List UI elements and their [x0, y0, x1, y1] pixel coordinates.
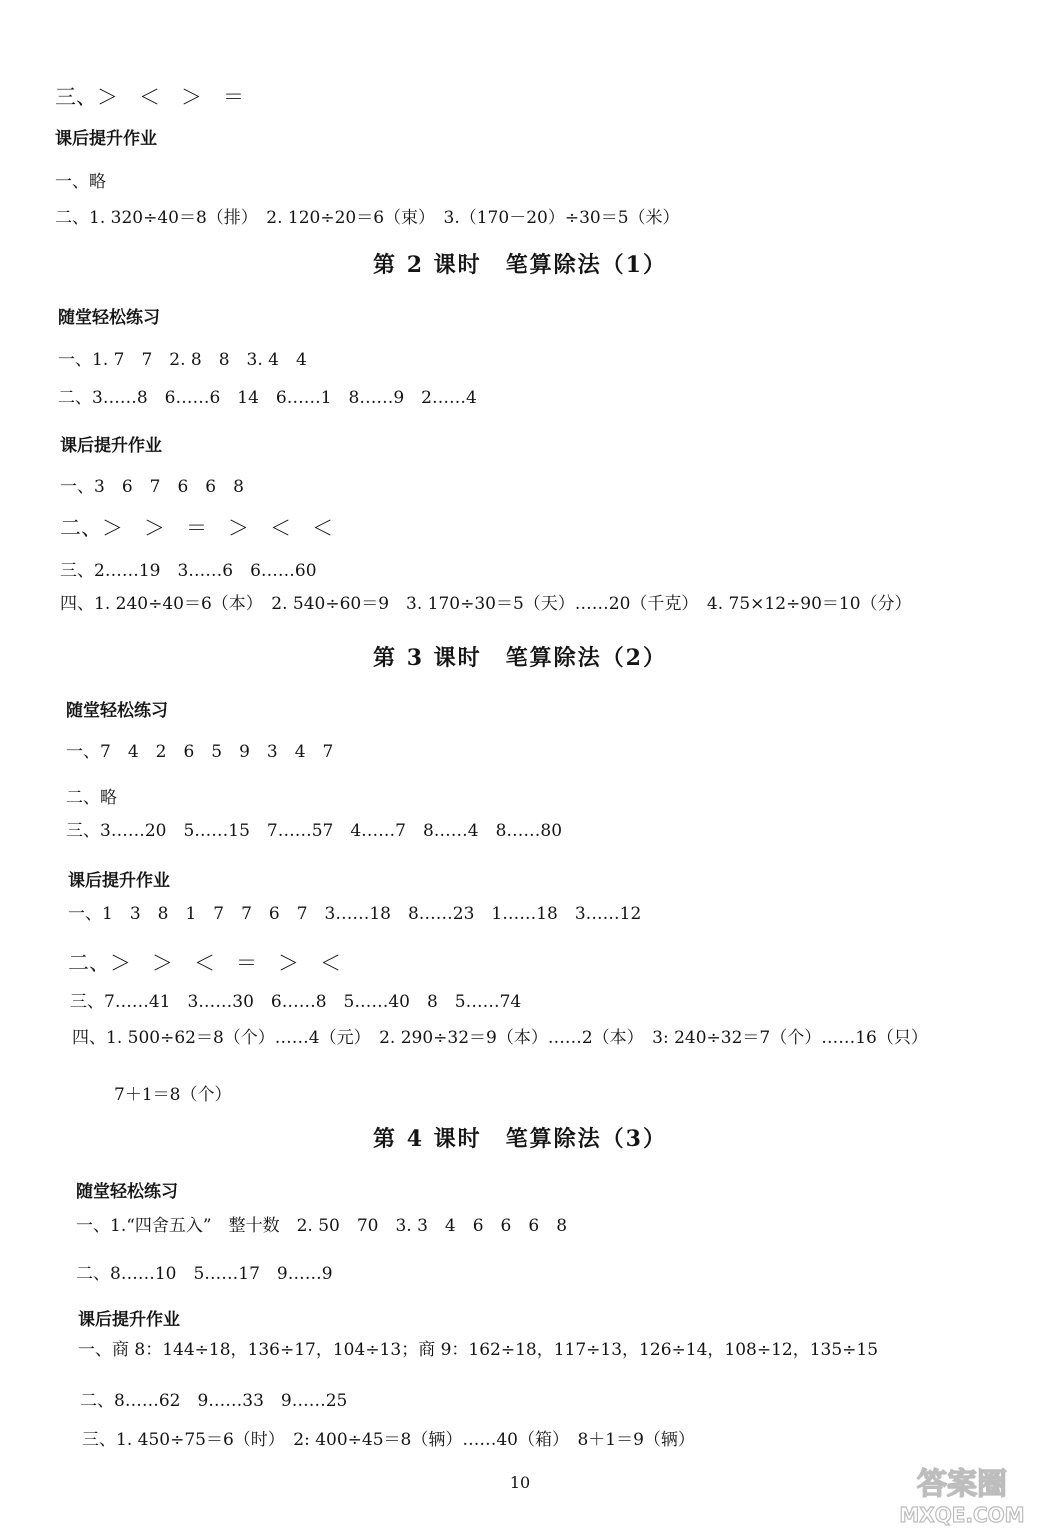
answer-line: 三、3……20 5……15 7……57 4……7 8……4 8……80	[66, 821, 563, 841]
section-heading: 课后提升作业	[68, 871, 170, 891]
lesson-title: 第 4 课时 笔算除法（3）	[373, 1126, 667, 1152]
answer-line: 7＋1＝8（个）	[114, 1085, 232, 1105]
answer-line: 一、1. 7 7 2. 8 8 3. 4 4	[58, 350, 307, 370]
section-heading: 随堂轻松练习	[58, 308, 160, 328]
answer-line: 二、＞ ＞ ＝ ＞ ＜ ＜	[60, 516, 333, 540]
answer-line: 三、＞ ＜ ＞ ＝	[55, 85, 244, 109]
section-heading: 课后提升作业	[60, 436, 162, 456]
section-heading: 随堂轻松练习	[76, 1182, 178, 1202]
answer-line: 二、＞ ＞ ＜ ＝ ＞ ＜	[68, 951, 341, 975]
section-heading: 课后提升作业	[55, 129, 157, 149]
answer-line: 四、1. 500÷62＝8（个）……4（元） 2. 290÷32＝9（本）……2（本） 3: 240÷32＝7（个）……16（只）	[72, 1028, 928, 1048]
watermark-logo-icon	[892, 1460, 1032, 1530]
answer-line: 三、1. 450÷75＝6（时） 2: 400÷45＝8（辆）……40（箱） 8＋1＝9（辆）	[82, 1430, 695, 1450]
answer-line: 一、3 6 7 6 6 8	[60, 477, 244, 497]
lesson-title: 第 3 课时 笔算除法（2）	[373, 645, 667, 671]
section-heading: 随堂轻松练习	[66, 701, 168, 721]
page-number: 10	[509, 1473, 531, 1492]
watermark-text: 答案圈	[917, 1467, 1007, 1502]
answer-line: 一、7 4 2 6 5 9 3 4 7	[66, 742, 334, 762]
answer-line: 二、略	[66, 788, 117, 808]
section-heading: 课后提升作业	[78, 1310, 180, 1330]
answer-line: 一、略	[55, 172, 106, 192]
answer-line: 四、1. 240÷40＝6（本） 2. 540÷60＝9 3. 170÷30＝5（天）……20（千克） 4. 75×12÷90＝10（分）	[60, 594, 912, 614]
answer-line: 二、1. 320÷40＝8（排） 2. 120÷20＝6（束） 3.（170－20）÷30＝5（米）	[55, 208, 680, 228]
watermark-url: MXQE.COM	[899, 1503, 1025, 1527]
answer-line: 三、7……41 3……30 6……8 5……40 8 5……74	[70, 992, 522, 1012]
answer-line: 一、1 3 8 1 7 7 6 7 3……18 8……23 1……18 3……12	[68, 904, 642, 924]
answer-line: 一、1.“四舍五入” 整十数 2. 50 70 3. 3 4 6 6 6 8	[76, 1216, 568, 1236]
answer-line: 一、商 8：144÷18，136÷17，104÷13；商 9：162÷18，117÷13，126÷14，108÷12，135÷15	[78, 1340, 879, 1360]
answer-line: 二、8……10 5……17 9……9	[76, 1264, 333, 1284]
answer-line: 三、2……19 3……6 6……60	[60, 561, 317, 581]
answer-line: 二、3……8 6……6 14 6……1 8……9 2……4	[58, 388, 477, 408]
lesson-title: 第 2 课时 笔算除法（1）	[373, 252, 667, 278]
answer-line: 二、8……62 9……33 9……25	[80, 1391, 348, 1411]
